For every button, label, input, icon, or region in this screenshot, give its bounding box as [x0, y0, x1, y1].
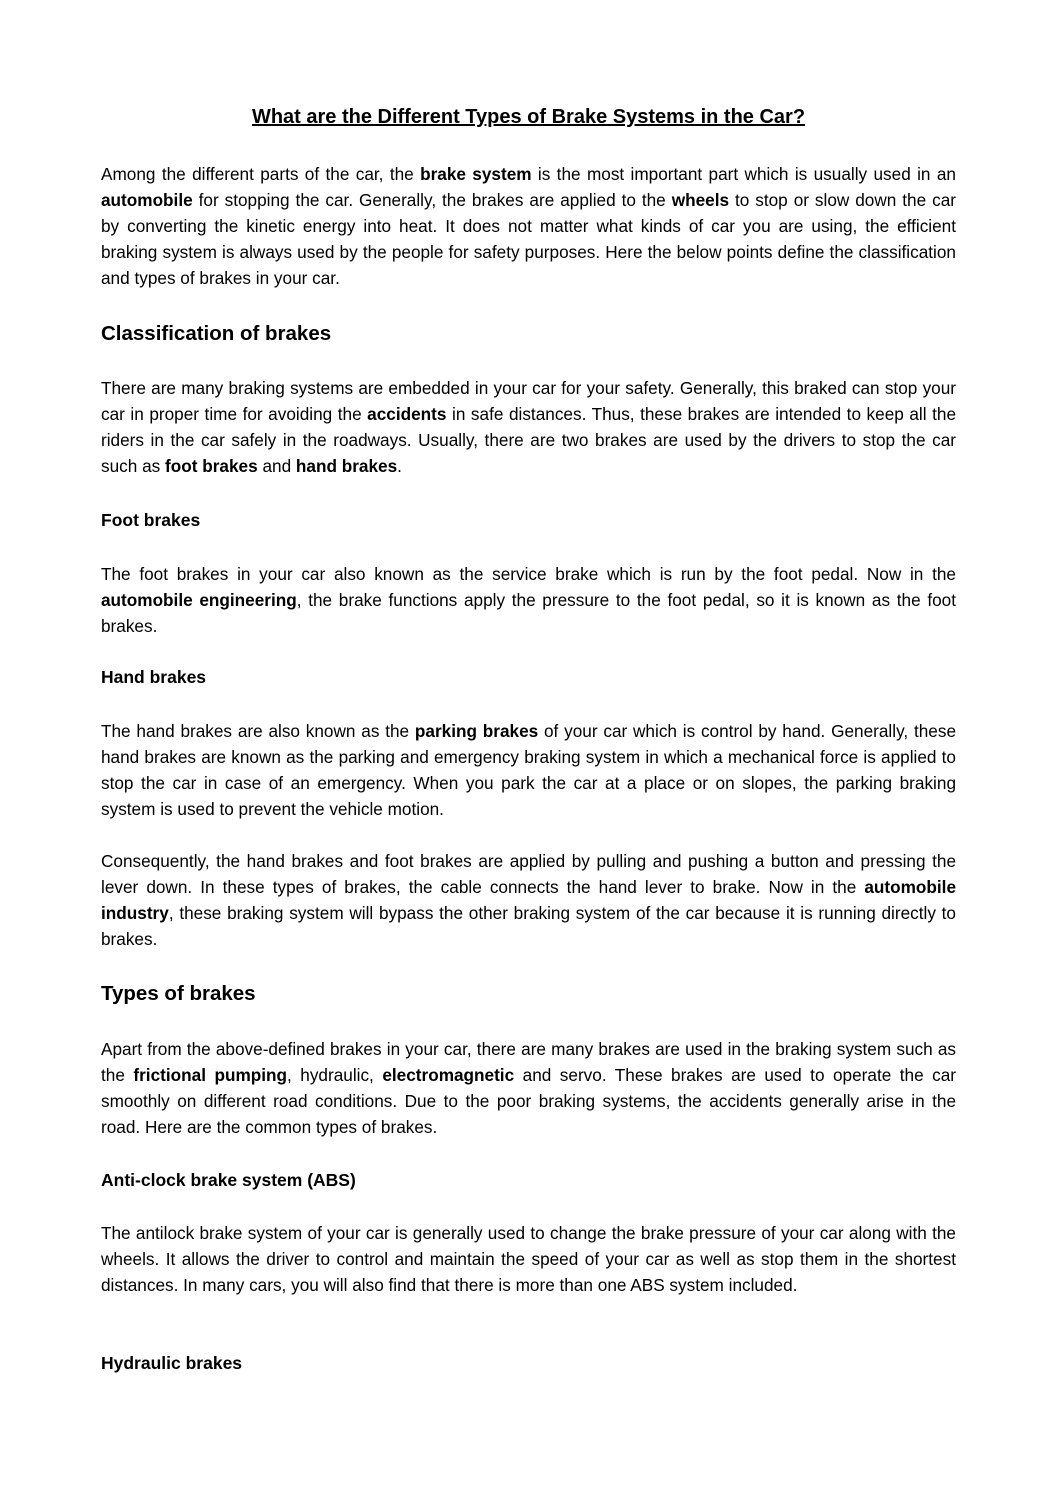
bold-term: brake system	[420, 164, 532, 184]
text-run: to stop or slow down the car by converting the kinetic energy into heat. It does not matter what kinds of car you are using, the efficient braking system is always used by the people for safety purposes. Here the below points define the classification and types of brakes in your car.	[101, 190, 956, 288]
text-run: The hand brakes are also known as the	[101, 721, 415, 741]
foot-brakes-paragraph	[101, 561, 956, 639]
heading-types-of-brakes: Types of brakes	[101, 982, 256, 1005]
text-run: .	[397, 456, 402, 476]
types-paragraph	[101, 1036, 956, 1140]
bold-term: electromagnetic	[382, 1065, 515, 1085]
heading-hand-brakes: Hand brakes	[101, 667, 207, 687]
text-run: is the most important part which is usually used in an	[531, 164, 956, 184]
bold-term: automobile industry	[101, 877, 956, 923]
bold-term: foot brakes	[165, 456, 258, 476]
text-run: and	[257, 456, 296, 476]
bold-term: hand brakes	[295, 456, 398, 476]
bold-term: frictional pumping	[133, 1065, 288, 1085]
bold-term: accidents	[367, 404, 447, 424]
text-run: The foot brakes in your car also known as the service brake which is run by the foot pedal. Now in the	[101, 564, 956, 584]
text-run: of your car which is control by hand. Generally, these hand brakes are known as the parking and emergency braking system in which a mechanical force is applied to stop the car in case of an emergency. When you park the car at a place or on slopes, the parking braking system is used to prevent the vehicle motion.	[101, 721, 956, 819]
text-run: Apart from the above-defined brakes in your car, there are many brakes are used in the braking system such as the	[101, 1039, 956, 1085]
hand-brakes-paragraph-1	[101, 718, 956, 822]
text-run: There are many braking systems are embedded in your car for your safety. Generally, this braked can stop your car in proper time for avoiding the	[101, 378, 956, 424]
bold-term: automobile	[101, 190, 193, 210]
bold-term: wheels	[671, 190, 730, 210]
text-run: Consequently, the hand brakes and foot brakes are applied by pulling and pushing a button and pressing the lever down. In these types of brakes, the cable connects the hand lever to brake. Now in the	[101, 851, 956, 897]
hand-brakes-paragraph-2	[101, 848, 956, 952]
bold-term: parking brakes	[414, 721, 539, 741]
document-title: What are the Different Types of Brake Systems in the Car?	[251, 106, 806, 128]
text-run: , these braking system will bypass the other braking system of the car because it is running directly to brakes.	[101, 903, 956, 949]
text-run: for stopping the car. Generally, the brakes are applied to the	[192, 190, 672, 210]
heading-foot-brakes: Foot brakes	[101, 510, 201, 530]
heading-abs: Anti-clock brake system (ABS)	[101, 1170, 356, 1190]
heading-hydraulic-brakes: Hydraulic brakes	[101, 1353, 243, 1373]
classification-paragraph	[101, 375, 956, 479]
text-run: in safe distances. Thus, these brakes are intended to keep all the riders in the car safely in the roadways. Usually, there are two brakes are used by the drivers to stop the car such as	[101, 404, 956, 476]
intro-paragraph	[101, 161, 956, 291]
abs-paragraph: The antilock brake system of your car is generally used to change the brake pressure of your car along with the wheels. It allows the driver to control and maintain the speed of your car as well as stop them in the shortest distances. In many cars, you will also find that there is more than one ABS system included.	[101, 1223, 956, 1295]
text-run: and servo. These brakes are used to operate the car smoothly on different road conditions. Due to the poor braking systems, the accidents generally arise in the road. Here are the common types of brakes.	[101, 1065, 957, 1137]
bold-term: automobile engineering	[101, 590, 297, 610]
text-run: , the brake functions apply the pressure to the foot pedal, so it is known as the foot brakes.	[101, 590, 956, 636]
heading-classification: Classification of brakes	[101, 322, 332, 345]
text-run: Among the different parts of the car, the	[101, 164, 421, 184]
text-run: , hydraulic,	[287, 1065, 383, 1085]
